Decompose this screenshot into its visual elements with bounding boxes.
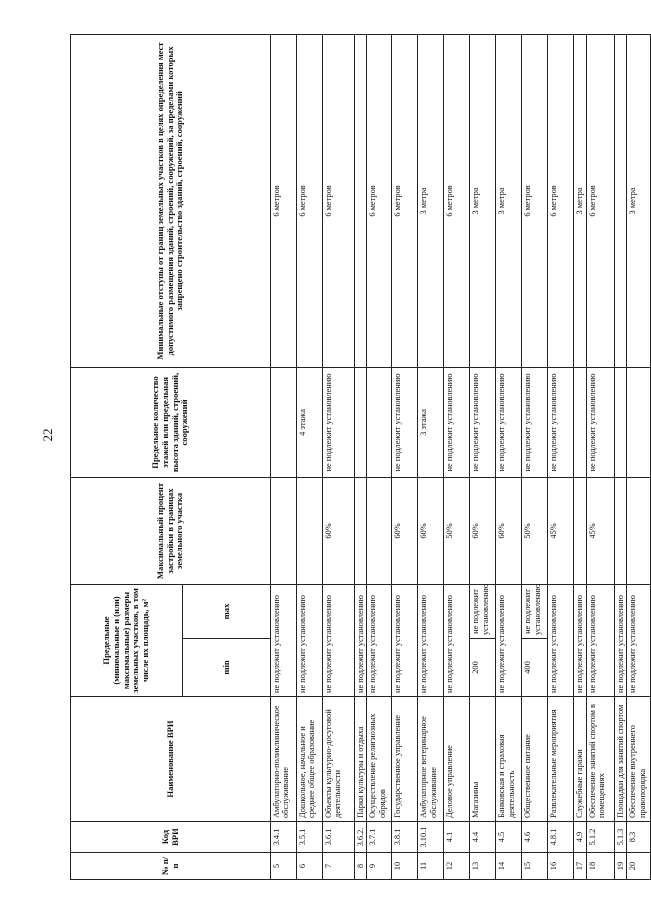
row-name: Амбулаторно-поликлиническое обслуживание	[271, 697, 297, 822]
row-code: 3.6.1	[323, 822, 355, 853]
row-setback: 3 метра	[418, 34, 444, 367]
table-row	[367, 34, 392, 879]
table-row	[614, 34, 626, 879]
row-code: 3.10.1	[418, 822, 444, 853]
row-num: 14	[496, 853, 522, 880]
row-name: Общественное питание	[522, 697, 548, 822]
row-floors: не подлежит установлению	[522, 367, 548, 477]
row-area: не подлежит установлению	[444, 584, 470, 696]
row-area: не подлежит установлению	[418, 584, 444, 696]
row-code: 5.1.2	[586, 822, 614, 853]
row-setback	[355, 34, 367, 367]
table-row	[496, 34, 522, 879]
header-percent: Максимальный процент застройки в границах земельного участка	[71, 477, 271, 584]
row-percent: 50%	[444, 477, 470, 584]
row-num: 6	[297, 853, 323, 880]
row-area: не подлежит установлению	[297, 584, 323, 696]
row-min: 400	[522, 639, 548, 697]
row-floors: не подлежит установлению	[444, 367, 470, 477]
row-setback: 6 метров	[444, 34, 470, 367]
table-row	[470, 34, 496, 879]
row-name: Амбулаторное ветеринарное обслуживание	[418, 697, 444, 822]
row-min: 200	[470, 639, 496, 697]
table-canvas	[70, 35, 647, 880]
row-percent: 45%	[548, 477, 574, 584]
rotated-page	[70, 35, 647, 880]
row-area: не подлежит установлению	[496, 584, 522, 696]
row-floors: не подлежит установлению	[496, 367, 522, 477]
row-floors: не подлежит установлению	[323, 367, 355, 477]
page-number: 22	[40, 428, 55, 442]
table-row	[548, 34, 574, 879]
row-code: 5.1.3	[614, 822, 626, 853]
row-max: не подлежит установлению	[522, 584, 548, 638]
row-code: 3.6.2.	[355, 822, 367, 853]
row-name: Банковская и страховая деятельность	[496, 697, 522, 822]
row-percent	[355, 477, 367, 584]
row-floors: 3 этажа	[418, 367, 444, 477]
row-num: 11	[418, 853, 444, 880]
row-setback: 6 метров	[548, 34, 574, 367]
row-name: Обеспечение занятий спортом в помещениях	[586, 697, 614, 822]
row-setback: 6 метров	[522, 34, 548, 367]
header-code: Код ВРИ	[71, 822, 271, 853]
table-row	[355, 34, 367, 879]
row-floors	[614, 367, 626, 477]
table-row	[574, 34, 586, 879]
row-percent: 50%	[522, 477, 548, 584]
row-code: 3.8.1	[392, 822, 418, 853]
row-num: 15	[522, 853, 548, 880]
row-setback	[614, 34, 626, 367]
header-name: Наименование ВРИ	[71, 697, 271, 822]
row-name: Обеспечение внутреннего правопорядка	[627, 697, 651, 822]
header-min: min	[183, 639, 271, 697]
row-name: Служебные гаражи	[574, 697, 586, 822]
row-num: 9	[367, 853, 392, 880]
row-area: не подлежит установлению	[271, 584, 297, 696]
table-row	[418, 34, 444, 879]
row-floors: 4 этажа	[297, 367, 323, 477]
table-row	[522, 34, 548, 879]
row-area: не подлежит установлению	[614, 584, 626, 696]
row-code: 3.5.1	[297, 822, 323, 853]
row-num: 20	[627, 853, 651, 880]
row-floors	[367, 367, 392, 477]
regulations-table	[70, 34, 651, 880]
row-area: не подлежит установлению	[574, 584, 586, 696]
table-row	[271, 34, 297, 879]
row-floors: не подлежит установлению	[548, 367, 574, 477]
row-code: 3.4.1	[271, 822, 297, 853]
row-code: 4.8.1	[548, 822, 574, 853]
row-code: 4.9	[574, 822, 586, 853]
row-code: 4.4	[470, 822, 496, 853]
row-floors: не подлежит установлению	[586, 367, 614, 477]
row-floors	[355, 367, 367, 477]
row-floors: не подлежит установлению	[392, 367, 418, 477]
row-setback: 6 метров	[586, 34, 614, 367]
row-area: не подлежит установлению	[355, 584, 367, 696]
row-area: не подлежит установлению	[392, 584, 418, 696]
row-name: Развлекательные мероприятия	[548, 697, 574, 822]
row-name: Площадки для занятий спортом	[614, 697, 626, 822]
row-num: 17	[574, 853, 586, 880]
row-num: 13	[470, 853, 496, 880]
table-row	[444, 34, 470, 879]
row-percent	[614, 477, 626, 584]
row-num: 10	[392, 853, 418, 880]
header-max: max	[183, 584, 271, 638]
table-row	[297, 34, 323, 879]
header-area: Предельные (минимальные и (или) максимальные) размеры земельных участков, в том числе их площадь, м²	[71, 584, 183, 696]
row-setback: 6 метров	[392, 34, 418, 367]
row-num: 19	[614, 853, 626, 880]
row-setback: 6 метров	[323, 34, 355, 367]
row-percent	[627, 477, 651, 584]
row-floors	[627, 367, 651, 477]
row-percent: 60%	[392, 477, 418, 584]
row-num: 5	[271, 853, 297, 880]
row-area: не подлежит установлению	[548, 584, 574, 696]
row-code: 4.5	[496, 822, 522, 853]
row-setback: 3 метра	[470, 34, 496, 367]
row-code: 8.3	[627, 822, 651, 853]
row-code: 4.6	[522, 822, 548, 853]
row-name: Парки культуры и отдыха	[355, 697, 367, 822]
header-num: № п/п	[71, 853, 271, 880]
row-percent: 60%	[323, 477, 355, 584]
row-name: Магазины	[470, 697, 496, 822]
row-setback: 6 метров	[271, 34, 297, 367]
row-name: Осуществление религиозных обрядов	[367, 697, 392, 822]
row-setback: 6 метров	[367, 34, 392, 367]
header-setback: Минимальные отступы от границ земельных участков в целях определения мест допустимого размещения зданий, строений, сооружений, за пределами которых запрещено строительство зданий, строений, сооружений	[71, 34, 271, 367]
row-name: Деловое управление	[444, 697, 470, 822]
row-num: 7	[323, 853, 355, 880]
table-row	[323, 34, 355, 879]
row-code: 4.1	[444, 822, 470, 853]
row-num: 18	[586, 853, 614, 880]
row-percent: 60%	[496, 477, 522, 584]
row-floors: не подлежит установлению	[470, 367, 496, 477]
table-row	[627, 34, 651, 879]
row-percent	[271, 477, 297, 584]
row-max: не подлежит установлению	[470, 584, 496, 638]
table-row	[586, 34, 614, 879]
row-name: Дошкольное, начальное и среднее общее образование	[297, 697, 323, 822]
row-percent	[297, 477, 323, 584]
row-area: не подлежит установлению	[586, 584, 614, 696]
row-code: 3.7.1	[367, 822, 392, 853]
row-floors	[574, 367, 586, 477]
table-row	[392, 34, 418, 879]
row-percent	[367, 477, 392, 584]
row-percent: 60%	[470, 477, 496, 584]
row-setback: 3 метра	[496, 34, 522, 367]
row-floors	[271, 367, 297, 477]
row-area: не подлежит установлению	[323, 584, 355, 696]
row-setback: 3 метра	[574, 34, 586, 367]
header-floors: Предельное количество этажей или предельная высота зданий, строений, сооружений	[71, 367, 271, 477]
row-num: 12	[444, 853, 470, 880]
header-row	[71, 34, 183, 879]
row-percent: 45%	[586, 477, 614, 584]
row-num: 8	[355, 853, 367, 880]
row-name: Государственное управление	[392, 697, 418, 822]
row-setback: 6 метров	[297, 34, 323, 367]
row-name: Объекты культурно-досуговой деятельности	[323, 697, 355, 822]
row-area: не подлежит установлению	[367, 584, 392, 696]
row-percent	[574, 477, 586, 584]
row-area: не подлежит установлению	[627, 584, 651, 696]
row-setback: 3 метра	[627, 34, 651, 367]
row-percent: 60%	[418, 477, 444, 584]
row-num: 16	[548, 853, 574, 880]
